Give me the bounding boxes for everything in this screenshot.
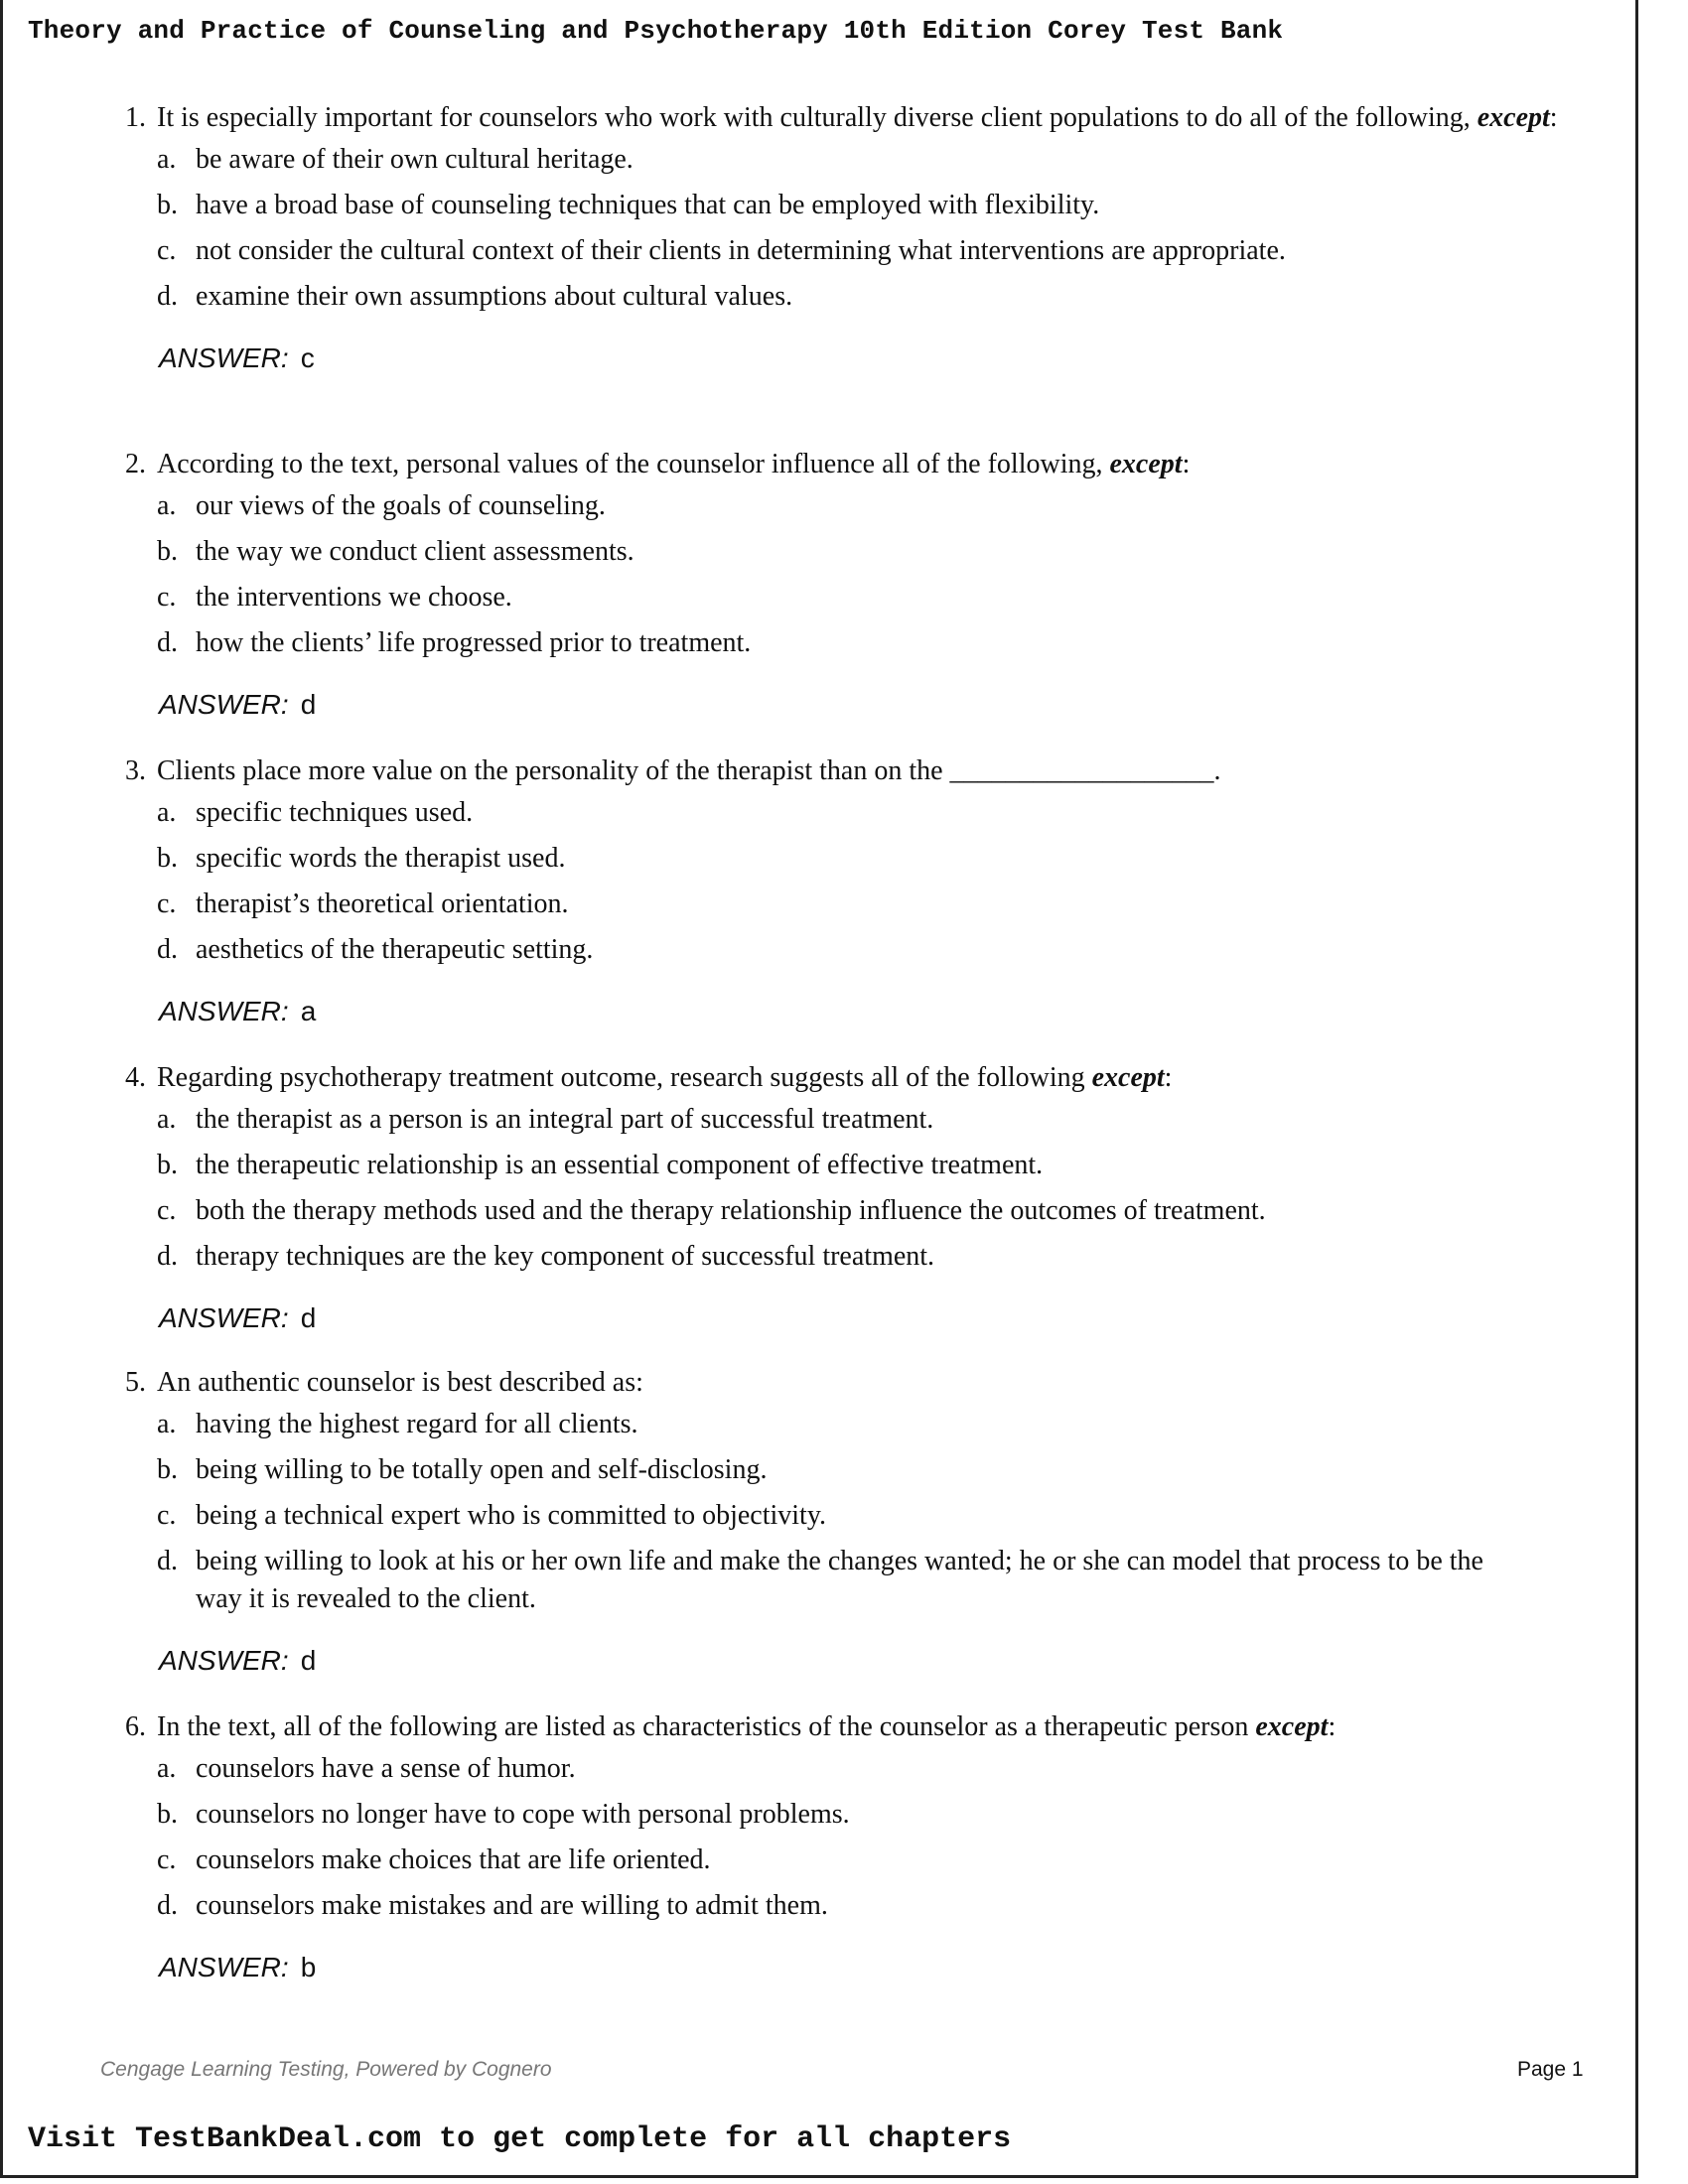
answer-option	[125, 1750, 1565, 1788]
question-text	[157, 446, 1565, 483]
option-letter: c.	[157, 235, 177, 266]
answer-label: ANSWER:	[159, 1302, 289, 1333]
option-text: examine their own assumptions about cultural values.	[196, 281, 793, 312]
answer-option	[125, 533, 1565, 571]
option-letter: b.	[157, 1799, 178, 1830]
question-text-body: Regarding psychotherapy treatment outcome, research suggests all of the following	[157, 1062, 1085, 1093]
question-emphasis: except	[1255, 1711, 1329, 1742]
answer-option	[125, 1101, 1565, 1139]
answer-option	[125, 1147, 1565, 1184]
answer-value: d	[300, 1302, 317, 1333]
answer-option	[125, 232, 1565, 270]
answer-option	[125, 1497, 1565, 1535]
option-text: be aware of their own cultural heritage.	[196, 144, 633, 175]
answer-option	[125, 1842, 1565, 1879]
option-text: the way we conduct client assessments.	[196, 536, 634, 567]
question-text	[157, 1059, 1565, 1097]
answer-label: ANSWER:	[159, 342, 289, 373]
option-letter: b.	[157, 1454, 178, 1485]
question-item	[125, 446, 1565, 724]
question-text	[157, 1708, 1565, 1746]
answer-option	[125, 579, 1565, 616]
answer-key	[125, 993, 1565, 1030]
answer-option	[125, 487, 1565, 525]
answer-option	[125, 1451, 1565, 1489]
question-number: 5.	[125, 1367, 146, 1398]
answer-label: ANSWER:	[159, 1952, 289, 1982]
answer-label: ANSWER:	[159, 689, 289, 720]
answer-option	[125, 278, 1565, 316]
option-text: counselors make mistakes and are willing to admit them.	[196, 1890, 828, 1921]
option-letter: a.	[157, 797, 177, 828]
option-letter: a.	[157, 144, 177, 175]
answer-option	[125, 1796, 1565, 1834]
answer-option	[125, 1406, 1565, 1443]
answer-label: ANSWER:	[159, 996, 289, 1026]
option-letter: c.	[157, 1500, 177, 1531]
option-text: being a technical expert who is committed to objectivity.	[196, 1500, 827, 1531]
footer-publisher: Cengage Learning Testing, Powered by Cognero	[100, 2058, 552, 2081]
answer-option	[125, 141, 1565, 179]
answer-value: b	[300, 1952, 317, 1982]
question-stem	[125, 1059, 1565, 1097]
question-stem	[125, 446, 1565, 483]
question-emphasis: except	[1091, 1062, 1165, 1093]
option-letter: a.	[157, 490, 177, 521]
option-letter: b.	[157, 190, 178, 220]
answer-option	[125, 187, 1565, 224]
answer-option	[125, 931, 1565, 969]
question-suffix: :	[1328, 1711, 1336, 1742]
question-text	[157, 99, 1565, 137]
question-suffix: :	[1182, 449, 1191, 479]
option-text: both the therapy methods used and the therapy relationship influence the outcomes of treatment.	[196, 1195, 1266, 1226]
option-letter: c.	[157, 888, 177, 919]
option-text: counselors no longer have to cope with personal problems.	[196, 1799, 850, 1830]
document-title: Theory and Practice of Counseling and Psychotherapy 10th Edition Corey Test Bank	[28, 16, 1284, 46]
question-stem	[125, 752, 1565, 790]
answer-value: a	[300, 996, 317, 1026]
answer-option	[125, 624, 1565, 662]
option-letter: d.	[157, 281, 178, 312]
question-stem	[125, 99, 1565, 137]
option-text: how the clients’ life progressed prior to treatment.	[196, 627, 752, 658]
option-text: therapist’s theoretical orientation.	[196, 888, 569, 919]
question-text-body: It is especially important for counselors who work with culturally diverse client populations to do all of the following,	[157, 102, 1471, 133]
option-letter: d.	[157, 1546, 178, 1576]
question-number: 4.	[125, 1062, 146, 1093]
question-item	[125, 1059, 1565, 1337]
answer-option	[125, 1887, 1565, 1925]
option-letter: b.	[157, 1150, 178, 1180]
question-text-body: In the text, all of the following are listed as characteristics of the counselor as a therapeutic person	[157, 1711, 1249, 1742]
option-text: counselors have a sense of humor.	[196, 1753, 576, 1784]
question-text	[157, 752, 1565, 790]
option-letter: b.	[157, 843, 178, 874]
question-emphasis: except	[1477, 102, 1550, 133]
question-stem	[125, 1364, 1565, 1402]
answer-key	[125, 1299, 1565, 1337]
answer-key	[125, 1949, 1565, 1986]
question-text	[157, 1364, 1565, 1402]
question-number: 2.	[125, 449, 146, 479]
option-text: the therapist as a person is an integral part of successful treatment.	[196, 1104, 934, 1135]
answer-key	[125, 340, 1565, 377]
option-text: have a broad base of counseling techniques that can be employed with flexibility.	[196, 190, 1100, 220]
answer-option	[125, 794, 1565, 832]
question-item	[125, 1708, 1565, 1986]
question-item	[125, 1364, 1565, 1680]
question-text-body: According to the text, personal values of the counselor influence all of the following,	[157, 449, 1103, 479]
option-letter: c.	[157, 1195, 177, 1226]
option-text: counselors make choices that are life oriented.	[196, 1844, 711, 1875]
answer-option	[125, 1192, 1565, 1230]
question-number: 6.	[125, 1711, 146, 1742]
option-text: not consider the cultural context of their clients in determining what interventions are appropriate.	[196, 235, 1286, 266]
answer-value: d	[300, 689, 317, 720]
option-letter: d.	[157, 934, 178, 965]
question-suffix: :	[1164, 1062, 1173, 1093]
option-letter: c.	[157, 1844, 177, 1875]
option-letter: d.	[157, 1890, 178, 1921]
answer-value: c	[300, 342, 315, 373]
answer-option	[125, 886, 1565, 923]
answer-option	[125, 1238, 1565, 1276]
question-text-body: An authentic counselor is best described as:	[157, 1367, 643, 1398]
option-letter: b.	[157, 536, 178, 567]
promo-banner: Visit TestBankDeal.com to get complete for all chapters	[28, 2122, 1012, 2156]
option-letter: a.	[157, 1409, 177, 1439]
question-suffix: :	[1549, 102, 1558, 133]
option-text: the interventions we choose.	[196, 582, 512, 613]
question-stem	[125, 1708, 1565, 1746]
question-text-body: Clients place more value on the personality of the therapist than on the ___________________.	[157, 755, 1221, 786]
question-number: 3.	[125, 755, 146, 786]
option-letter: d.	[157, 627, 178, 658]
option-text: having the highest regard for all clients.	[196, 1409, 638, 1439]
question-item	[125, 99, 1565, 377]
option-text: aesthetics of the therapeutic setting.	[196, 934, 594, 965]
option-letter: a.	[157, 1753, 177, 1784]
answer-option	[125, 1543, 1565, 1618]
question-item	[125, 752, 1565, 1030]
option-text: the therapeutic relationship is an essential component of effective treatment.	[196, 1150, 1044, 1180]
option-text: specific techniques used.	[196, 797, 474, 828]
option-letter: a.	[157, 1104, 177, 1135]
question-emphasis: except	[1109, 449, 1183, 479]
option-text: our views of the goals of counseling.	[196, 490, 606, 521]
option-letter: d.	[157, 1241, 178, 1272]
option-text: therapy techniques are the key component of successful treatment.	[196, 1241, 935, 1272]
option-text: being willing to be totally open and self-disclosing.	[196, 1454, 768, 1485]
answer-value: d	[300, 1645, 317, 1676]
option-letter: c.	[157, 582, 177, 613]
option-text: specific words the therapist used.	[196, 843, 566, 874]
answer-key	[125, 686, 1565, 724]
question-number: 1.	[125, 102, 146, 133]
option-text: being willing to look at his or her own life and make the changes wanted; he or she can model that process to be the way it is revealed to the client.	[196, 1546, 1483, 1614]
answer-key	[125, 1642, 1565, 1680]
answer-option	[125, 840, 1565, 878]
page-number: Page 1	[1517, 2058, 1584, 2081]
answer-label: ANSWER:	[159, 1645, 289, 1676]
